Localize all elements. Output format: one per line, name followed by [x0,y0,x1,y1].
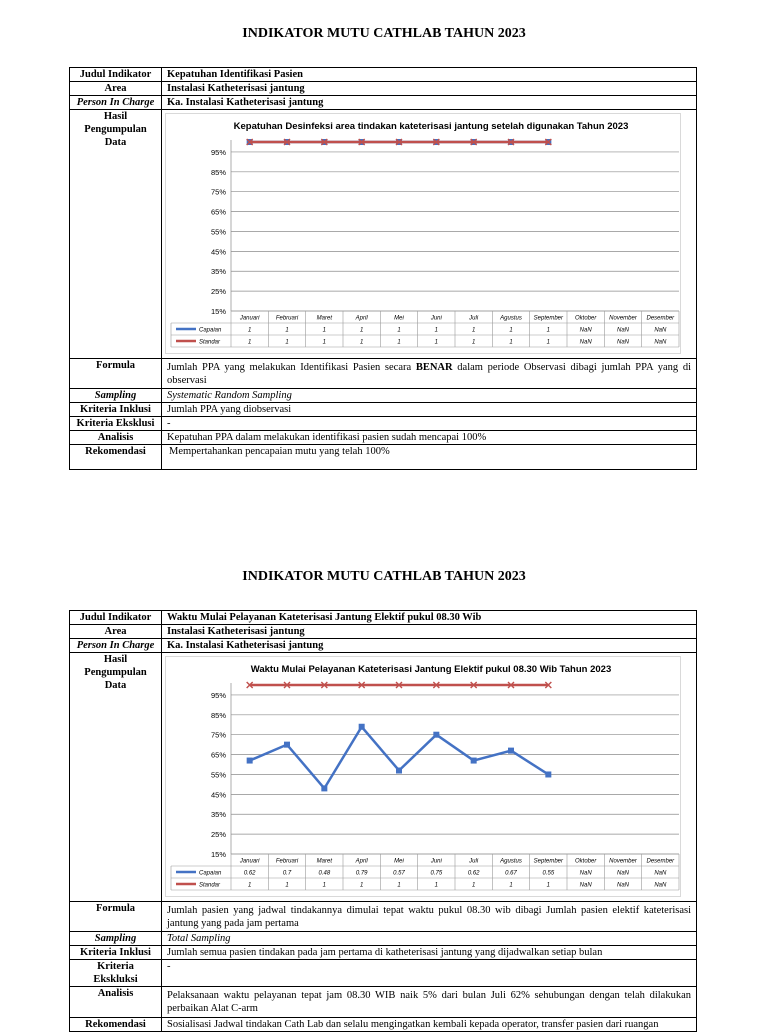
data-point-capaian [396,767,402,773]
data-label: 1 [247,339,252,346]
data-point-capaian [471,758,477,764]
formula-post: dalam periode Observasi dibagi jumlah PPA yang di observasi [167,362,691,386]
label-judul: Judul Indikator [70,68,162,82]
chart-title: Waktu Mulai Pelayanan Kateterisasi Jantung Elektif pukul 08.30 Wib Tahun 2023 [250,664,612,675]
x-category-label: Februari [275,858,299,865]
x-category-label: Agustus [500,315,522,322]
label-formula: Formula [70,359,162,389]
label-rekomendasi: Rekomendasi [70,1018,162,1032]
legend-label-capaian: Capaian [199,327,222,334]
data-label: NaN [579,882,592,889]
y-tick-label: 65% [210,207,226,217]
x-category-label: Mei [394,858,404,865]
row-rekomendasi [70,1018,697,1032]
x-category-label: Desember [646,315,675,322]
y-tick-label: 85% [210,167,226,177]
value-judul: Waktu Mulai Pelayanan Kateterisasi Jantung Elektif pukul 08.30 Wib [162,611,697,625]
data-label: 1 [546,882,551,889]
section-2-title: INDIKATOR MUTU CATHLAB TAHUN 2023 [242,569,526,584]
x-category-label: Maret [316,315,333,322]
data-label: 0.67 [505,870,517,877]
data-label: NaN [616,339,630,346]
data-point-capaian [284,742,290,748]
formula-pre: Jumlah PPA yang melakukan Identifikasi Pasien secara [167,362,416,373]
row-analisis [70,987,697,1018]
x-category-label: November [609,315,637,322]
data-label: 1 [247,327,252,334]
indicator-table-1 [69,67,697,470]
data-label: 1 [434,882,439,889]
row-eksklusi [70,960,697,987]
label-inklusi: Kriteria Inklusi [70,403,162,417]
data-point-capaian [359,724,365,730]
data-label: 0.7 [282,870,292,877]
value-area: Instalasi Katheterisasi jantung [162,82,697,96]
data-label: 1 [471,339,476,346]
data-label: 1 [359,327,364,334]
row-sampling [70,932,697,946]
y-tick-label: 45% [210,790,226,800]
label-area: Area [70,82,162,96]
row-rekomendasi [70,445,697,470]
label-eksklusi: Kriteria Eksklusi [70,417,162,431]
data-label: 1 [285,882,289,889]
value-eksklusi: - [162,417,697,431]
value-eksklusi: - [162,960,697,987]
row-inklusi [70,946,697,960]
value-sampling: Total Sampling [162,932,697,946]
y-tick-label: 75% [210,187,226,197]
x-category-label: Juni [430,315,442,322]
value-pic: Ka. Instalasi Katheterisasi jantung [162,96,697,110]
x-category-label: Oktober [574,858,597,865]
value-pic: Ka. Instalasi Katheterisasi jantung [162,639,697,653]
y-tick-label: 35% [210,810,226,820]
y-tick-label: 75% [210,730,226,740]
data-label: 1 [285,339,289,346]
label-pic: Person In Charge [70,96,162,110]
row-pic [70,96,697,110]
label-eksklusi: Kriteria Ekskluksi [70,960,162,987]
row-pic [70,639,697,653]
y-tick-label: 85% [210,710,226,720]
y-tick-label: 55% [210,227,226,237]
row-judul [70,68,697,82]
x-category-label: September [533,315,564,322]
label-formula: Formula [70,902,162,932]
y-tick-label: 25% [210,287,226,297]
data-point-capaian [247,758,253,764]
data-label: NaN [616,327,630,334]
legend-label-standar: Standar [199,339,221,346]
x-category-label: Juli [469,315,479,322]
row-area [70,82,697,96]
value-analisis: Pelaksanaan waktu pelayanan tepat jam 08.30 WIB naik 5% dari bulan Juli 62% sehubungan dengan telah dilakukan perbaikan Alat C-arm [162,987,697,1018]
data-label: 1 [397,327,401,334]
data-label: 1 [397,882,401,889]
value-hasil [162,110,697,359]
legend-label-capaian: Capaian [199,870,222,877]
data-label: 0.55 [542,870,555,877]
value-formula [162,359,697,389]
row-inklusi [70,403,697,417]
data-label: 1 [509,882,513,889]
chart-1 [165,113,681,354]
data-label: 0.57 [393,870,405,877]
legend-label-standar: Standar [199,882,221,889]
row-area [70,625,697,639]
row-hasil [70,110,697,359]
value-inklusi: Jumlah semua pasien tindakan pada jam pertama di katheterisasi jantung yang dijadwalkan setiap bulan [162,946,697,960]
x-category-label: April [355,858,368,865]
row-judul [70,611,697,625]
data-label: 1 [247,882,252,889]
x-category-label: Januari [239,858,260,865]
data-label: NaN [616,870,630,877]
value-hasil [162,653,697,902]
data-label: 1 [359,339,364,346]
x-category-label: November [609,858,637,865]
y-tick-label: 65% [210,750,226,760]
x-category-label: Mei [394,315,404,322]
y-tick-label: 95% [210,690,226,700]
data-label: 0.79 [355,870,368,877]
data-label: 1 [546,339,551,346]
y-tick-label: 15% [210,850,226,859]
chart-title: Kepatuhan Desinfeksi area tindakan kateterisasi jantung setelah digunakan Tahun 2023 [233,121,629,132]
data-label: 0.75 [430,870,443,877]
y-tick-label: 55% [210,770,226,780]
x-category-label: Januari [239,315,260,322]
x-category-label: Februari [275,315,299,322]
chart-2 [165,656,681,897]
x-category-label: Juli [469,858,479,865]
label-analisis: Analisis [70,987,162,1018]
y-tick-label: 95% [210,147,226,157]
data-label: 1 [322,339,327,346]
data-point-capaian [433,732,439,738]
label-sampling: Sampling [70,389,162,403]
label-hasil: Hasil Pengumpulan Data [70,653,162,902]
data-label: NaN [654,339,667,346]
label-area: Area [70,625,162,639]
data-label: 1 [359,882,364,889]
y-tick-label: 25% [210,830,226,840]
data-label: 1 [434,339,439,346]
x-category-label: April [355,315,368,322]
value-formula: Jumlah pasien yang jadwal tindakannya dimulai tepat waktu pukul 08.30 wib dibagi Jumlah pasien elektif kateterisasi jantung yang pada jam pertama [162,902,697,932]
data-label: 1 [322,882,327,889]
data-label: 1 [509,327,513,334]
formula-bold: BENAR [415,362,453,373]
y-tick-label: 15% [210,307,226,316]
row-eksklusi [70,417,697,431]
data-point-capaian [508,748,514,754]
data-label: NaN [654,327,667,334]
data-label: 1 [322,327,327,334]
row-formula [70,359,697,389]
data-point-capaian [321,785,327,791]
section-1-title: INDIKATOR MUTU CATHLAB TAHUN 2023 [242,26,526,41]
x-category-label: Maret [316,858,333,865]
x-category-label: Oktober [574,315,597,322]
row-hasil [70,653,697,902]
row-analisis [70,431,697,445]
row-formula [70,902,697,932]
label-rekomendasi: Rekomendasi [70,445,162,470]
x-category-label: September [533,858,564,865]
value-analisis: Kepatuhan PPA dalam melakukan identifikasi pasien sudah mencapai 100% [162,431,697,445]
data-label: 0.62 [467,870,480,877]
data-label: 1 [471,882,476,889]
row-sampling [70,389,697,403]
data-label: 1 [285,327,289,334]
data-label: NaN [654,870,667,877]
data-label: NaN [616,882,630,889]
value-rekomendasi: Mempertahankan pencapaian mutu yang telah 100% [162,445,697,470]
data-label: NaN [579,327,592,334]
data-label: 1 [546,327,551,334]
value-inklusi: Jumlah PPA yang diobservasi [162,403,697,417]
y-tick-label: 35% [210,267,226,277]
data-label: 1 [397,339,401,346]
label-sampling: Sampling [70,932,162,946]
value-rekomendasi: Sosialisasi Jadwal tindakan Cath Lab dan selalu mengingatkan kembali kepada operator, transfer pasien dari ruangan [162,1018,697,1032]
indicator-table-2 [69,610,697,1032]
data-label: NaN [654,882,667,889]
data-label: NaN [579,339,592,346]
label-analisis: Analisis [70,431,162,445]
label-judul: Judul Indikator [70,611,162,625]
label-hasil: Hasil Pengumpulan Data [70,110,162,359]
label-pic: Person In Charge [70,639,162,653]
value-sampling: Systematic Random Sampling [162,389,697,403]
data-point-capaian [545,771,551,777]
x-category-label: Juni [430,858,442,865]
data-label: 1 [509,339,513,346]
value-area: Instalasi Katheterisasi jantung [162,625,697,639]
y-tick-label: 45% [210,247,226,257]
label-inklusi: Kriteria Inklusi [70,946,162,960]
data-label: 0.62 [243,870,256,877]
value-judul: Kepatuhan Identifikasi Pasien [162,68,697,82]
x-category-label: Agustus [500,858,522,865]
x-category-label: Desember [646,858,675,865]
data-label: NaN [579,870,592,877]
data-label: 1 [471,327,476,334]
data-label: 1 [434,327,439,334]
data-label: 0.48 [318,870,331,877]
